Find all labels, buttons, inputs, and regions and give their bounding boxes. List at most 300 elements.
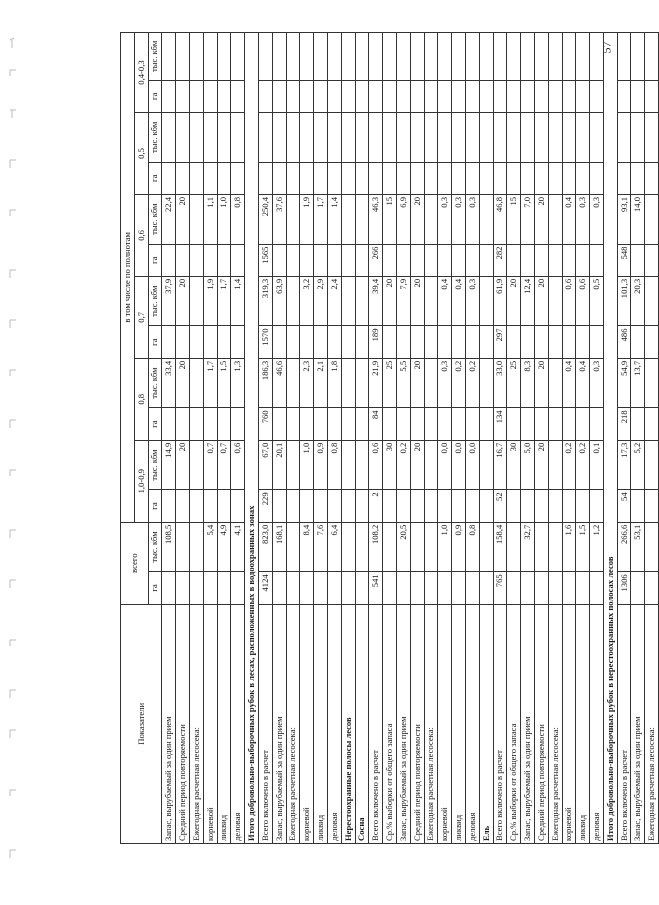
table-cell [162, 33, 176, 81]
table-cell [355, 162, 369, 194]
table-cell: 25 [507, 358, 521, 408]
row-label: Итого добровольно-выборочных рубок в нерестоохранных полосах лесов [603, 33, 617, 844]
table-cell: 20,5 [396, 522, 410, 572]
table-cell [645, 162, 659, 194]
table-cell [534, 33, 548, 81]
table-row [548, 33, 562, 844]
table-row [383, 33, 397, 844]
header-unit-ha: га [148, 572, 162, 604]
table-cell [383, 33, 397, 81]
table-cell: 30 [507, 440, 521, 490]
table-cell: 229 [258, 490, 272, 522]
table-cell: 20 [176, 358, 190, 408]
table-cell [562, 326, 576, 358]
table-cell [617, 162, 631, 194]
table-cell: 1,7 [203, 358, 217, 408]
table-cell [507, 113, 521, 163]
table-cell: 282 [493, 244, 507, 276]
table-cell [355, 80, 369, 112]
table-cell [452, 572, 466, 604]
table-cell: 46,3 [369, 194, 383, 244]
table-cell [314, 33, 328, 81]
table-cell: 6,4 [327, 522, 341, 572]
table-cell [314, 326, 328, 358]
table-cell [438, 80, 452, 112]
row-label: Всего включено в расчет [369, 604, 383, 843]
table-cell [396, 244, 410, 276]
table-cell [438, 113, 452, 163]
table-cell [327, 162, 341, 194]
table-cell [507, 408, 521, 440]
header-unit-ha: га [148, 244, 162, 276]
table-cell [645, 326, 659, 358]
table-cell [534, 326, 548, 358]
table-cell [176, 80, 190, 112]
table-cell [548, 522, 562, 572]
table-cell [314, 408, 328, 440]
table-cell [452, 244, 466, 276]
table-cell [327, 490, 341, 522]
table-cell [189, 276, 203, 326]
table-cell: 1,5 [217, 358, 231, 408]
table-cell [548, 358, 562, 408]
table-cell [438, 33, 452, 81]
table-cell: 0,4 [576, 358, 590, 408]
table-cell [355, 440, 369, 490]
table-cell: 21,9 [369, 358, 383, 408]
table-cell [424, 358, 438, 408]
table-cell [645, 572, 659, 604]
table-cell [590, 162, 604, 194]
table-cell [383, 522, 397, 572]
table-cell: 765 [493, 572, 507, 604]
row-label: Запас, вырубаемый за один прием [631, 604, 645, 843]
table-cell [562, 408, 576, 440]
table-cell [369, 162, 383, 194]
table-cell [521, 408, 535, 440]
table-cell: 0,3 [438, 194, 452, 244]
table-cell [355, 572, 369, 604]
table-row [562, 33, 576, 844]
table-row [176, 33, 190, 844]
table-cell [534, 522, 548, 572]
table-cell [452, 162, 466, 194]
table-cell [383, 408, 397, 440]
table-cell [231, 408, 245, 440]
table-cell [576, 80, 590, 112]
table-cell: 1,0 [300, 440, 314, 490]
table-cell [424, 194, 438, 244]
table-cell [631, 326, 645, 358]
table-cell [203, 162, 217, 194]
table-cell [424, 113, 438, 163]
table-cell [286, 522, 300, 572]
table-cell [493, 80, 507, 112]
table-cell [176, 33, 190, 81]
table-cell [617, 33, 631, 81]
table-cell: 46,8 [493, 194, 507, 244]
page-number: 57 [599, 41, 614, 54]
table-cell [562, 572, 576, 604]
table-cell [217, 326, 231, 358]
rotated-table-container [120, 32, 657, 844]
table-row [645, 33, 659, 844]
table-row [355, 33, 369, 844]
table-cell [590, 408, 604, 440]
table-cell [162, 113, 176, 163]
table-cell [231, 162, 245, 194]
table-cell: 4124 [258, 572, 272, 604]
header-unit-ha: га [148, 490, 162, 522]
table-cell [479, 276, 493, 326]
table-cell [314, 572, 328, 604]
table-cell: 0,8 [231, 194, 245, 244]
table-cell [383, 490, 397, 522]
table-cell [341, 572, 355, 604]
table-cell [548, 276, 562, 326]
table-cell [521, 33, 535, 81]
table-cell [562, 490, 576, 522]
table-cell [314, 244, 328, 276]
table-cell [396, 408, 410, 440]
table-row [479, 33, 493, 844]
table-cell: 7,6 [314, 522, 328, 572]
table-cell: 250,4 [258, 194, 272, 244]
table-cell [286, 276, 300, 326]
table-cell [521, 490, 535, 522]
table-cell: 39,4 [369, 276, 383, 326]
table-cell [258, 113, 272, 163]
row-label: ликвид [452, 604, 466, 843]
row-label: деловая [231, 604, 245, 843]
table-cell [176, 522, 190, 572]
table-cell [369, 113, 383, 163]
table-cell [203, 572, 217, 604]
table-cell: 67,0 [258, 440, 272, 490]
row-label: Ежегодная расчетная лесосека: [424, 604, 438, 843]
table-cell [410, 408, 424, 440]
table-cell [355, 358, 369, 408]
table-cell: 4,9 [217, 522, 231, 572]
table-cell [410, 113, 424, 163]
table-cell [314, 490, 328, 522]
table-cell [590, 113, 604, 163]
table-cell [369, 80, 383, 112]
table-cell [493, 162, 507, 194]
table-cell: 297 [493, 326, 507, 358]
row-label: Всего включено в расчет [617, 604, 631, 843]
table-cell [465, 326, 479, 358]
table-cell: 266,6 [617, 522, 631, 572]
table-cell: 0,7 [203, 440, 217, 490]
table-cell [438, 244, 452, 276]
table-cell [272, 572, 286, 604]
table-cell: 20 [410, 276, 424, 326]
table-cell [590, 244, 604, 276]
table-cell [203, 326, 217, 358]
table-cell: 2,4 [327, 276, 341, 326]
header-unit-kcm: тыс. кбм [148, 440, 162, 490]
table-cell [493, 33, 507, 81]
table-cell [548, 244, 562, 276]
table-cell [645, 244, 659, 276]
table-cell: 0,2 [396, 440, 410, 490]
row-label: Всего включено в расчет [258, 604, 272, 843]
table-cell [507, 490, 521, 522]
table-cell [355, 522, 369, 572]
table-cell [286, 33, 300, 81]
table-cell [452, 408, 466, 440]
table-row [231, 33, 245, 844]
table-cell: 0,2 [465, 358, 479, 408]
table-cell [189, 33, 203, 81]
table-cell: 33,4 [162, 358, 176, 408]
table-cell: 0,4 [452, 276, 466, 326]
table-cell: 1,3 [231, 358, 245, 408]
table-cell [465, 80, 479, 112]
table-cell [396, 326, 410, 358]
table-cell: 20 [383, 276, 397, 326]
table-cell [341, 162, 355, 194]
table-cell [438, 326, 452, 358]
table-cell [424, 33, 438, 81]
table-cell: 0,3 [438, 358, 452, 408]
table-row [327, 33, 341, 844]
table-cell [548, 408, 562, 440]
table-cell [576, 33, 590, 81]
table-cell: 14,9 [162, 440, 176, 490]
table-cell [355, 408, 369, 440]
table-cell [327, 33, 341, 81]
row-label: Запас, вырубаемый за один прием [162, 604, 176, 843]
table-row [245, 33, 259, 844]
table-cell: 4,1 [231, 522, 245, 572]
table-cell: 1,4 [327, 194, 341, 244]
table-cell: 5,4 [203, 522, 217, 572]
table-cell [203, 80, 217, 112]
table-cell: 1565 [258, 244, 272, 276]
table-cell [176, 113, 190, 163]
table-cell [507, 326, 521, 358]
table-cell: 0,5 [590, 276, 604, 326]
table-cell: 1,7 [314, 194, 328, 244]
table-cell [424, 440, 438, 490]
table-cell [424, 408, 438, 440]
table-cell [534, 244, 548, 276]
table-cell: 1306 [617, 572, 631, 604]
table-cell [341, 276, 355, 326]
table-cell [203, 244, 217, 276]
table-cell [424, 162, 438, 194]
table-cell [314, 162, 328, 194]
table-cell [258, 162, 272, 194]
table-cell [479, 572, 493, 604]
table-cell: 1570 [258, 326, 272, 358]
table-cell: 760 [258, 408, 272, 440]
table-cell: 20 [534, 440, 548, 490]
header-unit-kcm: тыс. кбм [148, 194, 162, 244]
table-cell [189, 162, 203, 194]
table-cell [438, 408, 452, 440]
table-cell: 37,6 [272, 194, 286, 244]
row-label: Всего включено в расчет [493, 604, 507, 843]
header-unit-ha: га [148, 408, 162, 440]
table-cell [162, 490, 176, 522]
table-cell [479, 113, 493, 163]
table-cell: 12,4 [521, 276, 535, 326]
table-cell [424, 80, 438, 112]
table-cell: 186,3 [258, 358, 272, 408]
table-cell [548, 194, 562, 244]
table-cell [645, 358, 659, 408]
table-cell [217, 572, 231, 604]
table-cell [396, 162, 410, 194]
table-row [203, 33, 217, 844]
table-cell: 189 [369, 326, 383, 358]
table-cell [562, 80, 576, 112]
table-cell: 1,4 [231, 276, 245, 326]
table-cell [231, 113, 245, 163]
table-cell [189, 440, 203, 490]
row-label: ликвид [314, 604, 328, 843]
table-cell: 0,6 [369, 440, 383, 490]
table-cell [576, 244, 590, 276]
table-row [272, 33, 286, 844]
table-cell: 0,4 [438, 276, 452, 326]
table-row [162, 33, 176, 844]
table-cell [438, 162, 452, 194]
table-cell [272, 244, 286, 276]
row-label: корневой [438, 604, 452, 843]
table-cell [645, 194, 659, 244]
table-cell [286, 162, 300, 194]
table-cell: 20 [176, 440, 190, 490]
table-cell [548, 326, 562, 358]
table-cell [341, 490, 355, 522]
table-cell [465, 408, 479, 440]
table-row [534, 33, 548, 844]
table-cell [410, 244, 424, 276]
table-cell: 1,5 [576, 522, 590, 572]
table-cell [410, 80, 424, 112]
table-cell [617, 80, 631, 112]
table-cell [479, 162, 493, 194]
table-cell [341, 440, 355, 490]
header-unit-kcm: тыс. кбм [148, 522, 162, 572]
table-cell [314, 80, 328, 112]
row-label: ликвид [217, 604, 231, 843]
binding-edge-marks [0, 0, 40, 905]
table-row [576, 33, 590, 844]
table-cell [162, 572, 176, 604]
table-cell: 0,4 [562, 194, 576, 244]
table-cell [410, 522, 424, 572]
table-cell: 20 [507, 276, 521, 326]
table-cell: 0,6 [231, 440, 245, 490]
table-cell: 218 [617, 408, 631, 440]
table-cell [645, 490, 659, 522]
table-cell: 2,3 [300, 358, 314, 408]
table-cell [383, 113, 397, 163]
table-body [162, 33, 659, 844]
row-label: Ср.% выборки от общего запаса [383, 604, 397, 843]
table-cell [286, 326, 300, 358]
header-density-3: 0,7 [134, 276, 148, 358]
table-cell [355, 194, 369, 244]
table-cell [217, 490, 231, 522]
table-cell [465, 244, 479, 276]
row-label: деловая [465, 604, 479, 843]
table-cell: 2,1 [314, 358, 328, 408]
table-cell [465, 490, 479, 522]
table-cell [534, 80, 548, 112]
table-cell: 8,4 [300, 522, 314, 572]
table-cell: 5,5 [396, 358, 410, 408]
table-cell [507, 522, 521, 572]
table-cell [590, 572, 604, 604]
table-cell: 54 [617, 490, 631, 522]
table-cell [438, 490, 452, 522]
table-cell [452, 326, 466, 358]
table-cell [300, 244, 314, 276]
row-label: Ежегодная расчетная лесосека: [548, 604, 562, 843]
table-row [314, 33, 328, 844]
table-cell [286, 408, 300, 440]
table-cell [286, 244, 300, 276]
table-cell: 22,4 [162, 194, 176, 244]
header-density-5: 0,5 [134, 113, 148, 195]
table-cell [410, 162, 424, 194]
table-cell [162, 408, 176, 440]
table-cell: 101,3 [617, 276, 631, 326]
table-cell [507, 572, 521, 604]
table-cell [548, 162, 562, 194]
table-cell [231, 490, 245, 522]
table-cell [507, 244, 521, 276]
table-cell [203, 408, 217, 440]
table-cell [341, 113, 355, 163]
table-cell [231, 244, 245, 276]
table-row [631, 33, 645, 844]
table-cell [548, 572, 562, 604]
table-cell: 20 [410, 194, 424, 244]
table-cell [465, 162, 479, 194]
table-cell [631, 490, 645, 522]
table-cell [396, 572, 410, 604]
table-cell [231, 326, 245, 358]
table-cell [576, 408, 590, 440]
table-cell [189, 244, 203, 276]
header-indicators: Показатели [121, 604, 162, 843]
table-cell: 1,0 [438, 522, 452, 572]
table-cell [286, 490, 300, 522]
header-unit-ha: га [148, 326, 162, 358]
header-unit-ha: га [148, 80, 162, 112]
table-cell [452, 33, 466, 81]
table-cell: 13,7 [631, 358, 645, 408]
table-cell [217, 113, 231, 163]
table-cell: 3,2 [300, 276, 314, 326]
table-cell [479, 440, 493, 490]
table-cell [465, 572, 479, 604]
table-cell [272, 490, 286, 522]
table-cell [479, 522, 493, 572]
table-cell [341, 326, 355, 358]
table-cell [521, 113, 535, 163]
table-cell [645, 80, 659, 112]
table-cell [203, 490, 217, 522]
table-cell [286, 194, 300, 244]
